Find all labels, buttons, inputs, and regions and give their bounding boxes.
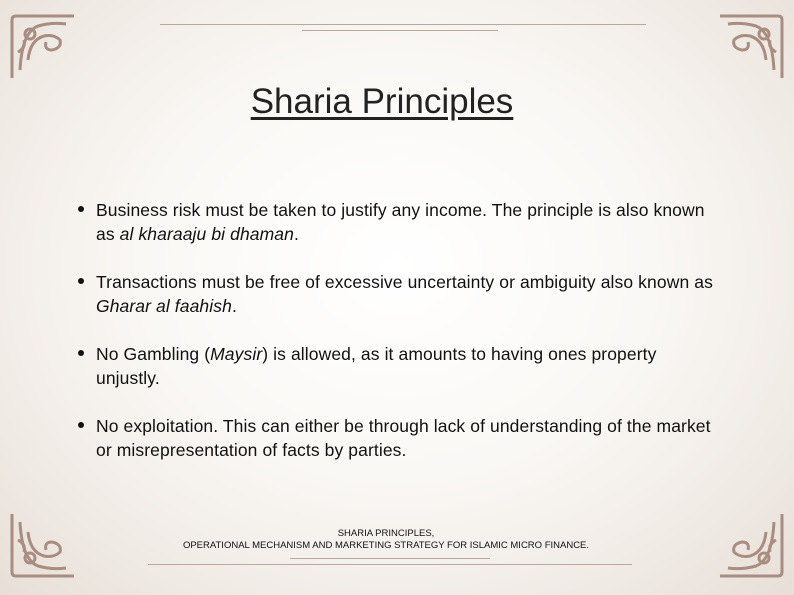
bullet-text-part: No exploitation. This can either be through lack of understanding of the market or misrepresentation of facts by parties. [96,416,711,460]
bullet-text-part: ) is allowed, as it amounts to having ones property unjustly. [96,344,657,388]
slide-footer [0,528,772,552]
footer-line: OPERATIONAL MECHANISM AND MARKETING STRATEGY FOR ISLAMIC MICRO FINANCE. [182,540,590,551]
footer-line: SHARIA PRINCIPLES, [337,528,435,539]
slide-title: Sharia Principles [250,82,514,121]
bullet-text-part: Business risk must be taken to justify any income. The principle is also known as [96,200,705,244]
top-short-rule [302,30,498,31]
bullet-dot-icon [78,206,84,212]
bullet-item [78,270,718,318]
bullet-item [78,414,718,462]
bullet-text-part: . [293,224,299,244]
corner-ornament-top-left-icon [8,12,78,82]
bullet-list [78,198,718,486]
bullet-dot-icon [78,422,84,428]
bullet-text-part: Transactions must be free of excessive uncertainty or ambiguity also known as [96,272,713,292]
bottom-rule [148,564,632,565]
bullet-term: al kharaaju bi dhaman [119,224,294,244]
bullet-dot-icon [78,350,84,356]
bullet-term: Maysir [210,344,263,364]
bullet-term: Gharar al faahish [96,296,232,316]
bullet-text-part: . [231,296,237,316]
top-rule [160,24,646,25]
bottom-short-rule [290,558,490,559]
bullet-item [78,198,718,246]
corner-ornament-top-right-icon [716,12,786,82]
bullet-dot-icon [78,278,84,284]
bullet-item [78,342,718,390]
bullet-text-part: No Gambling ( [96,344,211,364]
